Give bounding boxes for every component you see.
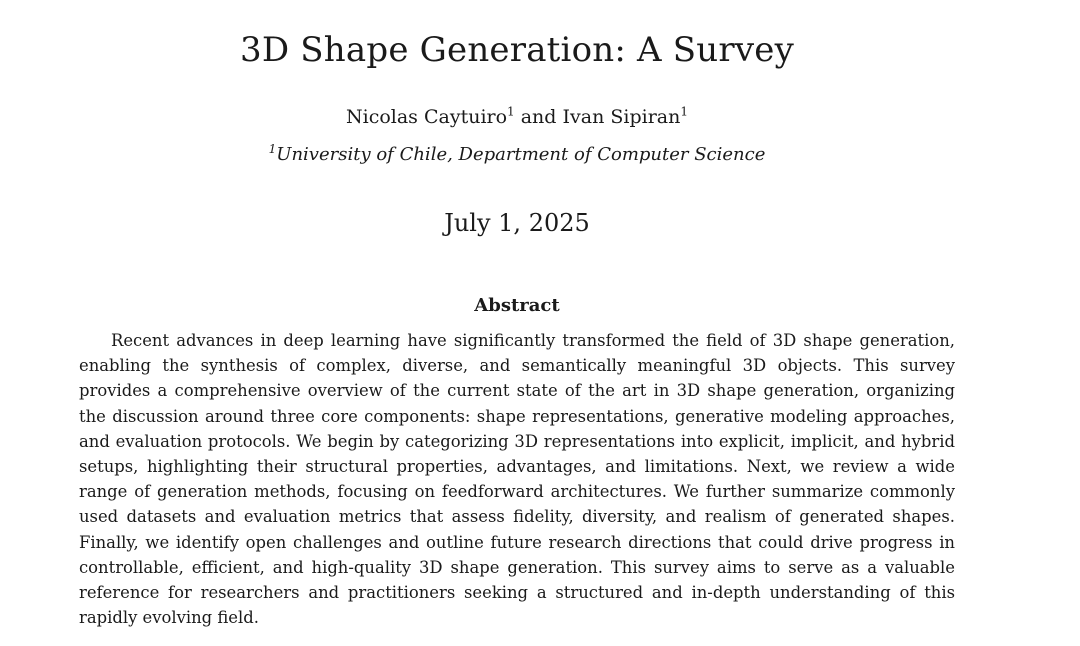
affiliation-mark: 1 — [268, 142, 277, 156]
author-name: Ivan Sipiran — [562, 106, 681, 128]
paper-title: 3D Shape Generation: A Survey — [240, 30, 794, 70]
affiliation-text: University of Chile, Department of Computer Science — [276, 144, 766, 165]
affiliation-line — [0, 144, 1034, 165]
affiliation-mark: 1 — [507, 104, 515, 119]
abstract-body: Recent advances in deep learning have significantly transformed the field of 3D shape generation, enabling the synthesis of complex, diverse, and semantically meaningful 3D objects. This survey provides a comprehensive overview of the current state of the art in 3D shape generation, organizing the discussion around three core components: shape representations, generative modeling approaches, and evaluation protocols. We begin by categorizing 3D representations into explicit, implicit, and hybrid setups, highlighting their structural properties, advantages, and limitations. Next, we review a wide range of generation methods, focusing on feedforward architectures. We further summarize commonly used datasets and evaluation metrics that assess fidelity, diversity, and realism of generated shapes. Finally, we identify open challenges and outline future research directions that could drive progress in controllable, efficient, and high-quality 3D shape generation. This survey aims to serve as a valuable reference for researchers and practitioners seeking a structured and in-depth understanding of this rapidly evolving field. — [79, 331, 955, 628]
paper-date: July 1, 2025 — [444, 209, 590, 237]
author-separator: and — [520, 106, 557, 128]
author-name: Nicolas Caytuiro — [346, 106, 508, 128]
affiliation-mark: 1 — [680, 104, 688, 119]
abstract-heading: Abstract — [474, 295, 560, 316]
author-line — [0, 106, 1034, 128]
